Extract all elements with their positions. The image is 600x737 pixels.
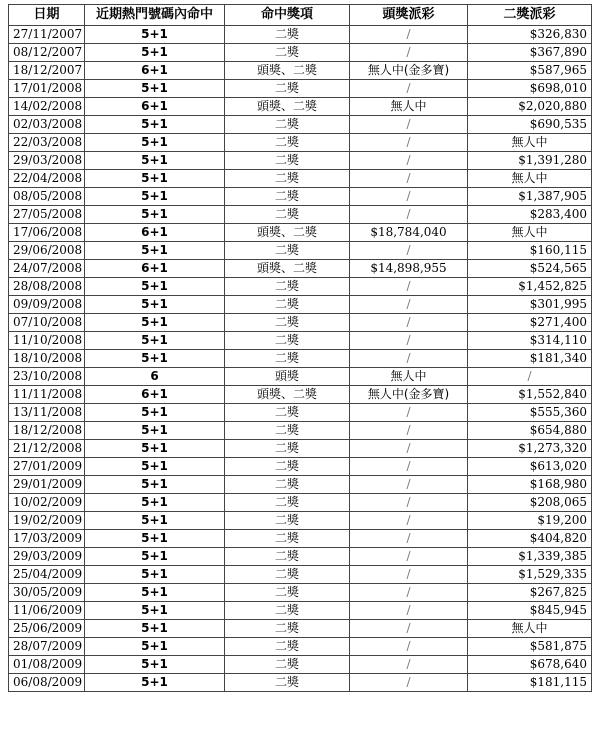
- table-row: [9, 476, 592, 494]
- cell-prize-won: 二獎: [225, 476, 350, 494]
- cell-hits: 5+1: [85, 530, 225, 548]
- cell-date: 22/03/2008: [9, 134, 85, 152]
- table-row: [9, 638, 592, 656]
- cell-prize-won: 二獎: [225, 458, 350, 476]
- table-row: [9, 530, 592, 548]
- cell-first-prize-payout: $14,898,955: [350, 260, 468, 278]
- cell-prize-won: 頭獎、二獎: [225, 224, 350, 242]
- cell-first-prize-payout: /: [350, 530, 468, 548]
- cell-first-prize-payout: /: [350, 674, 468, 692]
- table-row: [9, 314, 592, 332]
- cell-prize-won: 二獎: [225, 80, 350, 98]
- cell-second-prize-payout: $1,391,280: [468, 152, 592, 170]
- cell-first-prize-payout: /: [350, 152, 468, 170]
- cell-first-prize-payout: /: [350, 476, 468, 494]
- cell-hits: 5+1: [85, 656, 225, 674]
- cell-hits: 5+1: [85, 476, 225, 494]
- cell-date: 10/02/2009: [9, 494, 85, 512]
- cell-date: 27/01/2009: [9, 458, 85, 476]
- cell-prize-won: 頭獎: [225, 368, 350, 386]
- cell-prize-won: 二獎: [225, 44, 350, 62]
- cell-hits: 5+1: [85, 494, 225, 512]
- cell-hits: 6+1: [85, 224, 225, 242]
- table-row: [9, 98, 592, 116]
- cell-prize-won: 頭獎、二獎: [225, 98, 350, 116]
- cell-date: 28/08/2008: [9, 278, 85, 296]
- cell-second-prize-payout: $267,825: [468, 584, 592, 602]
- cell-prize-won: 二獎: [225, 152, 350, 170]
- cell-first-prize-payout: /: [350, 188, 468, 206]
- cell-second-prize-payout: $555,360: [468, 404, 592, 422]
- cell-date: 02/03/2008: [9, 116, 85, 134]
- cell-first-prize-payout: /: [350, 350, 468, 368]
- table-row: [9, 242, 592, 260]
- header-prize-won: 命中獎項: [225, 5, 350, 26]
- cell-hits: 5+1: [85, 242, 225, 260]
- table-row: [9, 440, 592, 458]
- cell-first-prize-payout: /: [350, 584, 468, 602]
- table-row: [9, 368, 592, 386]
- cell-second-prize-payout: $654,880: [468, 422, 592, 440]
- cell-second-prize-payout: $326,830: [468, 26, 592, 44]
- cell-hits: 5+1: [85, 152, 225, 170]
- cell-prize-won: 二獎: [225, 566, 350, 584]
- cell-date: 01/08/2009: [9, 656, 85, 674]
- header-hot-number-hits: 近期熱門號碼內命中: [85, 5, 225, 26]
- cell-prize-won: 二獎: [225, 440, 350, 458]
- cell-hits: 5+1: [85, 602, 225, 620]
- cell-first-prize-payout: /: [350, 242, 468, 260]
- table-row: [9, 26, 592, 44]
- cell-second-prize-payout: $524,565: [468, 260, 592, 278]
- table-row: [9, 458, 592, 476]
- cell-prize-won: 二獎: [225, 350, 350, 368]
- cell-hits: 5+1: [85, 422, 225, 440]
- cell-first-prize-payout: /: [350, 620, 468, 638]
- cell-hits: 5+1: [85, 170, 225, 188]
- table-row: [9, 224, 592, 242]
- cell-hits: 5+1: [85, 116, 225, 134]
- table-row: [9, 206, 592, 224]
- cell-date: 27/11/2007: [9, 26, 85, 44]
- table-row: [9, 494, 592, 512]
- cell-hits: 5+1: [85, 350, 225, 368]
- cell-hits: 6+1: [85, 98, 225, 116]
- cell-second-prize-payout: $698,010: [468, 80, 592, 98]
- cell-second-prize-payout: 無人中: [468, 134, 592, 152]
- cell-prize-won: 頭獎、二獎: [225, 260, 350, 278]
- cell-hits: 5+1: [85, 584, 225, 602]
- cell-first-prize-payout: 無人中(金多寶): [350, 62, 468, 80]
- cell-first-prize-payout: /: [350, 602, 468, 620]
- cell-first-prize-payout: /: [350, 44, 468, 62]
- cell-second-prize-payout: $678,640: [468, 656, 592, 674]
- cell-prize-won: 頭獎、二獎: [225, 386, 350, 404]
- cell-date: 14/02/2008: [9, 98, 85, 116]
- cell-first-prize-payout: /: [350, 458, 468, 476]
- cell-second-prize-payout: $1,339,385: [468, 548, 592, 566]
- cell-first-prize-payout: /: [350, 170, 468, 188]
- cell-first-prize-payout: /: [350, 566, 468, 584]
- cell-second-prize-payout: /: [468, 368, 592, 386]
- cell-date: 08/12/2007: [9, 44, 85, 62]
- cell-first-prize-payout: /: [350, 656, 468, 674]
- table-row: [9, 386, 592, 404]
- cell-date: 13/11/2008: [9, 404, 85, 422]
- table-row: [9, 620, 592, 638]
- table-row: [9, 584, 592, 602]
- cell-first-prize-payout: /: [350, 440, 468, 458]
- cell-date: 29/03/2009: [9, 548, 85, 566]
- header-first-prize-payout: 頭獎派彩: [350, 5, 468, 26]
- cell-date: 29/06/2008: [9, 242, 85, 260]
- cell-date: 06/08/2009: [9, 674, 85, 692]
- cell-first-prize-payout: /: [350, 134, 468, 152]
- table-row: [9, 152, 592, 170]
- cell-prize-won: 頭獎、二獎: [225, 62, 350, 80]
- cell-first-prize-payout: /: [350, 548, 468, 566]
- cell-hits: 6+1: [85, 386, 225, 404]
- cell-date: 25/04/2009: [9, 566, 85, 584]
- cell-first-prize-payout: 無人中: [350, 368, 468, 386]
- cell-second-prize-payout: $181,340: [468, 350, 592, 368]
- cell-prize-won: 二獎: [225, 584, 350, 602]
- cell-hits: 5+1: [85, 134, 225, 152]
- table-row: [9, 62, 592, 80]
- cell-prize-won: 二獎: [225, 278, 350, 296]
- cell-first-prize-payout: /: [350, 296, 468, 314]
- cell-hits: 5+1: [85, 332, 225, 350]
- table-row: [9, 404, 592, 422]
- table-row: [9, 278, 592, 296]
- cell-prize-won: 二獎: [225, 332, 350, 350]
- cell-first-prize-payout: $18,784,040: [350, 224, 468, 242]
- header-date: 日期: [9, 5, 85, 26]
- cell-second-prize-payout: $404,820: [468, 530, 592, 548]
- table-row: [9, 332, 592, 350]
- cell-hits: 5+1: [85, 620, 225, 638]
- table-row: [9, 260, 592, 278]
- cell-date: 11/11/2008: [9, 386, 85, 404]
- cell-date: 22/04/2008: [9, 170, 85, 188]
- header-row: [9, 5, 592, 26]
- cell-second-prize-payout: $168,980: [468, 476, 592, 494]
- cell-prize-won: 二獎: [225, 134, 350, 152]
- cell-date: 24/07/2008: [9, 260, 85, 278]
- cell-prize-won: 二獎: [225, 242, 350, 260]
- cell-date: 17/01/2008: [9, 80, 85, 98]
- table-row: [9, 296, 592, 314]
- cell-hits: 5+1: [85, 458, 225, 476]
- cell-hits: 5+1: [85, 296, 225, 314]
- table-row: [9, 134, 592, 152]
- table-row: [9, 602, 592, 620]
- cell-second-prize-payout: 無人中: [468, 620, 592, 638]
- cell-date: 25/06/2009: [9, 620, 85, 638]
- cell-second-prize-payout: $1,552,840: [468, 386, 592, 404]
- table-row: [9, 512, 592, 530]
- cell-prize-won: 二獎: [225, 188, 350, 206]
- cell-hits: 6: [85, 368, 225, 386]
- cell-first-prize-payout: /: [350, 80, 468, 98]
- cell-first-prize-payout: /: [350, 26, 468, 44]
- cell-first-prize-payout: /: [350, 278, 468, 296]
- cell-prize-won: 二獎: [225, 512, 350, 530]
- cell-hits: 5+1: [85, 440, 225, 458]
- cell-first-prize-payout: 無人中: [350, 98, 468, 116]
- cell-date: 27/05/2008: [9, 206, 85, 224]
- cell-second-prize-payout: $1,529,335: [468, 566, 592, 584]
- table-row: [9, 44, 592, 62]
- table-body: [9, 26, 592, 692]
- cell-hits: 6+1: [85, 62, 225, 80]
- cell-hits: 5+1: [85, 188, 225, 206]
- cell-date: 18/12/2008: [9, 422, 85, 440]
- table-row: [9, 656, 592, 674]
- cell-second-prize-payout: $690,535: [468, 116, 592, 134]
- cell-prize-won: 二獎: [225, 530, 350, 548]
- cell-prize-won: 二獎: [225, 602, 350, 620]
- cell-date: 29/01/2009: [9, 476, 85, 494]
- cell-prize-won: 二獎: [225, 314, 350, 332]
- cell-second-prize-payout: $2,020,880: [468, 98, 592, 116]
- cell-prize-won: 二獎: [225, 494, 350, 512]
- cell-hits: 5+1: [85, 44, 225, 62]
- cell-first-prize-payout: /: [350, 422, 468, 440]
- cell-prize-won: 二獎: [225, 404, 350, 422]
- cell-date: 23/10/2008: [9, 368, 85, 386]
- cell-date: 17/06/2008: [9, 224, 85, 242]
- cell-date: 19/02/2009: [9, 512, 85, 530]
- cell-first-prize-payout: /: [350, 116, 468, 134]
- cell-prize-won: 二獎: [225, 26, 350, 44]
- table-row: [9, 422, 592, 440]
- cell-prize-won: 二獎: [225, 674, 350, 692]
- cell-date: 11/10/2008: [9, 332, 85, 350]
- cell-hits: 5+1: [85, 26, 225, 44]
- cell-second-prize-payout: $314,110: [468, 332, 592, 350]
- table-header: [9, 5, 592, 26]
- cell-hits: 5+1: [85, 206, 225, 224]
- cell-first-prize-payout: /: [350, 404, 468, 422]
- cell-prize-won: 二獎: [225, 656, 350, 674]
- cell-hits: 5+1: [85, 566, 225, 584]
- cell-first-prize-payout: 無人中(金多寶): [350, 386, 468, 404]
- cell-date: 18/10/2008: [9, 350, 85, 368]
- table-row: [9, 116, 592, 134]
- cell-second-prize-payout: $19,200: [468, 512, 592, 530]
- cell-second-prize-payout: $283,400: [468, 206, 592, 224]
- cell-date: 21/12/2008: [9, 440, 85, 458]
- cell-hits: 5+1: [85, 80, 225, 98]
- cell-second-prize-payout: $613,020: [468, 458, 592, 476]
- table-row: [9, 350, 592, 368]
- cell-hits: 6+1: [85, 260, 225, 278]
- cell-hits: 5+1: [85, 512, 225, 530]
- cell-hits: 5+1: [85, 314, 225, 332]
- cell-prize-won: 二獎: [225, 296, 350, 314]
- cell-second-prize-payout: $587,965: [468, 62, 592, 80]
- cell-second-prize-payout: $581,875: [468, 638, 592, 656]
- cell-second-prize-payout: $160,115: [468, 242, 592, 260]
- cell-hits: 5+1: [85, 404, 225, 422]
- cell-date: 17/03/2009: [9, 530, 85, 548]
- table-row: [9, 566, 592, 584]
- cell-date: 08/05/2008: [9, 188, 85, 206]
- cell-date: 28/07/2009: [9, 638, 85, 656]
- cell-second-prize-payout: 無人中: [468, 224, 592, 242]
- cell-date: 11/06/2009: [9, 602, 85, 620]
- table-row: [9, 170, 592, 188]
- cell-first-prize-payout: /: [350, 314, 468, 332]
- cell-second-prize-payout: $1,273,320: [468, 440, 592, 458]
- cell-first-prize-payout: /: [350, 332, 468, 350]
- cell-prize-won: 二獎: [225, 638, 350, 656]
- cell-date: 07/10/2008: [9, 314, 85, 332]
- table-row: [9, 80, 592, 98]
- cell-first-prize-payout: /: [350, 494, 468, 512]
- cell-date: 30/05/2009: [9, 584, 85, 602]
- cell-prize-won: 二獎: [225, 116, 350, 134]
- cell-prize-won: 二獎: [225, 170, 350, 188]
- cell-second-prize-payout: $301,995: [468, 296, 592, 314]
- cell-second-prize-payout: $1,387,905: [468, 188, 592, 206]
- cell-second-prize-payout: $367,890: [468, 44, 592, 62]
- cell-first-prize-payout: /: [350, 206, 468, 224]
- cell-prize-won: 二獎: [225, 548, 350, 566]
- lottery-results-table: [8, 4, 592, 692]
- cell-second-prize-payout: $181,115: [468, 674, 592, 692]
- results-table-container: [8, 4, 592, 692]
- cell-prize-won: 二獎: [225, 422, 350, 440]
- cell-prize-won: 二獎: [225, 206, 350, 224]
- table-row: [9, 674, 592, 692]
- cell-second-prize-payout: $271,400: [468, 314, 592, 332]
- cell-hits: 5+1: [85, 638, 225, 656]
- cell-second-prize-payout: 無人中: [468, 170, 592, 188]
- table-row: [9, 188, 592, 206]
- cell-second-prize-payout: $845,945: [468, 602, 592, 620]
- cell-hits: 5+1: [85, 278, 225, 296]
- cell-date: 09/09/2008: [9, 296, 85, 314]
- cell-date: 18/12/2007: [9, 62, 85, 80]
- cell-first-prize-payout: /: [350, 638, 468, 656]
- cell-first-prize-payout: /: [350, 512, 468, 530]
- cell-hits: 5+1: [85, 674, 225, 692]
- header-second-prize-payout: 二獎派彩: [468, 5, 592, 26]
- cell-prize-won: 二獎: [225, 620, 350, 638]
- cell-date: 29/03/2008: [9, 152, 85, 170]
- cell-second-prize-payout: $1,452,825: [468, 278, 592, 296]
- cell-second-prize-payout: $208,065: [468, 494, 592, 512]
- cell-hits: 5+1: [85, 548, 225, 566]
- table-row: [9, 548, 592, 566]
